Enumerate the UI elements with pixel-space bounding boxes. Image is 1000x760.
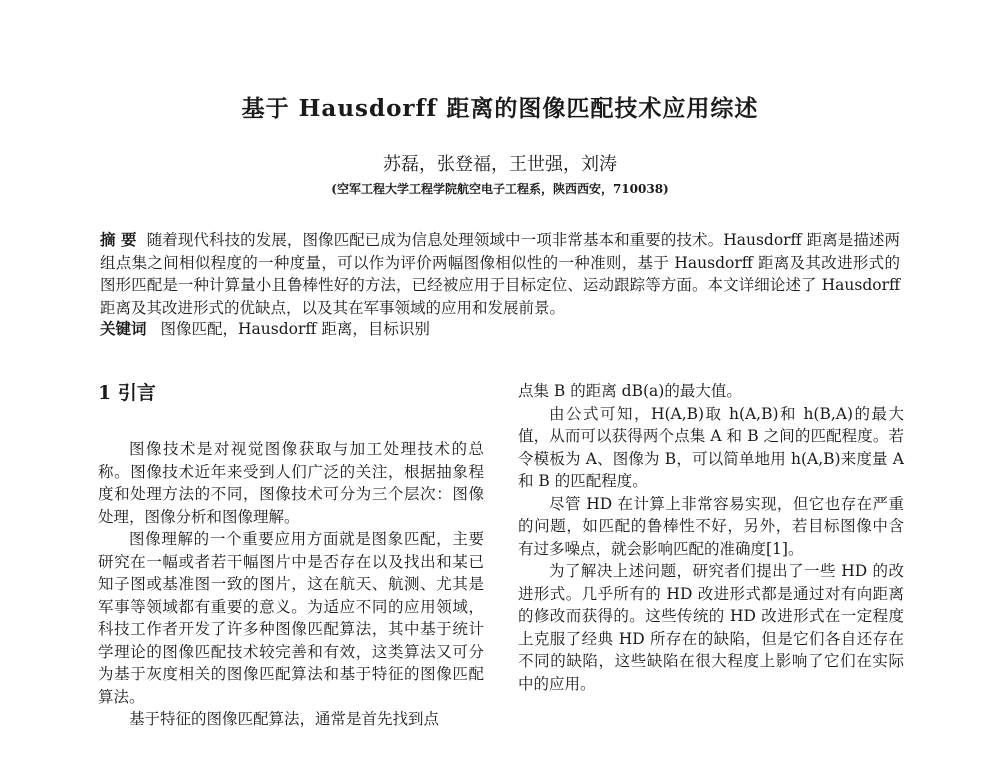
- paragraph: 点集 B 的距离 dB(a)的最大值。: [518, 382, 742, 400]
- keywords-text: 图像匹配，Hausdorff 距离，目标识别: [160, 320, 430, 338]
- keywords-label: 关键词: [100, 319, 147, 338]
- paragraph: 为了解决上述问题，研究者们提出了一些 HD 的改进形式。几乎所有的 HD 改进形式都是通过对有向距离的修改而获得的。这些传统的 HD 改进形式在一定程度上克服了经典 HD 所存在的缺陷，但是它们各自还存在不同的缺陷，这些缺陷在很大程度上影响了它们在实际中的应用。: [518, 562, 904, 693]
- paragraph: 尽管 HD 在计算上非常容易实现，但它也存在严重的问题，如匹配的鲁棒性不好，另外，若目标图像中含有过多噪点，就会影响匹配的准确度[1]。: [518, 494, 904, 558]
- left-column: [98, 380, 484, 731]
- paragraph: 图像理解的一个重要应用方面就是图象匹配，主要研究在一幅或者若干幅图片中是否存在以及找出和某已知子图或基准图一致的图片，这在航天、航测、尤其是军事等领域都有重要的意义。为适应不同的应用领域，科技工作者开发了许多种图像匹配算法，其中基于统计学理论的图像匹配技术较完善和有效，这类算法又可分为基于灰度相关的图像匹配算法和基于特征的图像匹配算法。: [98, 530, 484, 706]
- abstract-text: 随着现代科技的发展，图像匹配已成为信息处理领域中一项非常基本和重要的技术。Hausdorff 距离是描述两组点集之间相似程度的一种度量，可以作为评价两幅图像相似性的一种准则，基于 Hausdorff 距离及其改进形式的图形匹配是一种计算量小且鲁棒性好的方法，已经被应用于目标定位、运动跟踪等方面。本文详细论述了 Hausdorff 距离及其改进形式的优缺点，以及其在军事领域的应用和发展前景。: [100, 231, 900, 317]
- paragraph: 由公式可知，H(A,B)取 h(A,B)和 h(B,A)的最大值，从而可以获得两个点集 A 和 B 之间的匹配程度。若令模板为 A、图像为 B，可以简单地用 h(A,B)来度量 A 和 B 的匹配程度。: [518, 404, 904, 490]
- abstract: [100, 229, 900, 319]
- section-heading-introduction: 1 引言: [98, 382, 156, 404]
- author-list: 苏磊，张登福，王世强，刘涛: [383, 154, 617, 175]
- right-column: [518, 380, 904, 695]
- paragraph: 图像技术是对视觉图像获取与加工处理技术的总称。图像技术近年来受到人们广泛的关注，根据抽象程度和处理方法的不同，图像技术可分为三个层次：图像处理，图像分析和图像理解。: [98, 440, 484, 526]
- affiliation: (空军工程大学工程学院航空电子工程系，陕西西安，710038): [331, 182, 669, 196]
- abstract-label: 摘 要: [100, 230, 137, 249]
- paragraph: 基于特征的图像匹配算法，通常是首先找到点: [129, 710, 440, 728]
- keywords: [100, 318, 900, 341]
- paper-title: 基于 Hausdorff 距离的图像匹配技术应用综述: [241, 95, 759, 122]
